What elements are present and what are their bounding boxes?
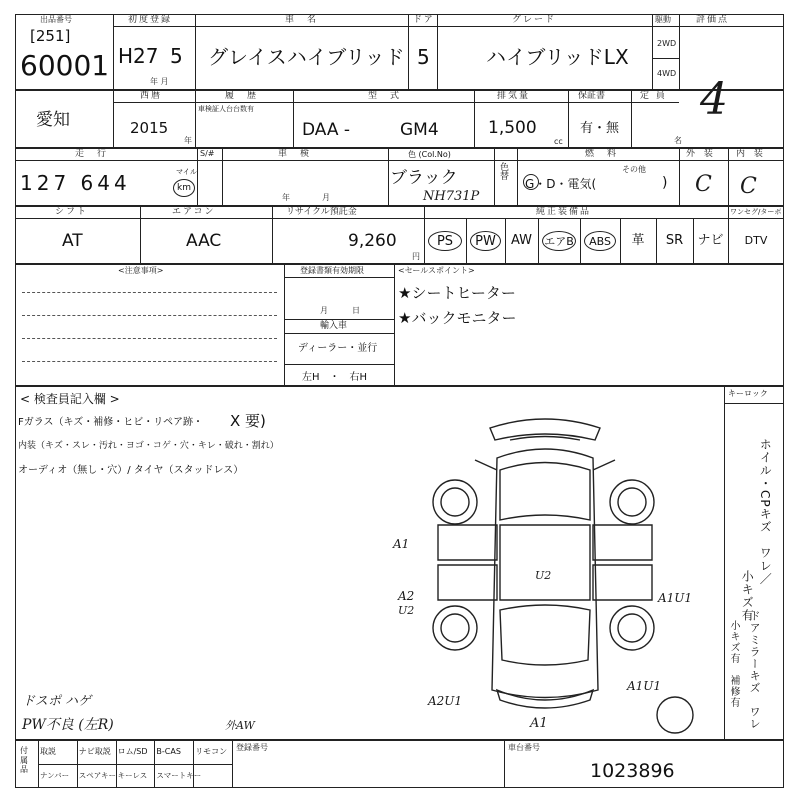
year-unit: 年 bbox=[184, 136, 192, 145]
grade-label: グレード bbox=[512, 15, 557, 25]
drive-4wd: 4WD bbox=[657, 69, 677, 78]
accessory-item: ナビ取説 bbox=[78, 747, 111, 756]
accessory-item: ロム/SD bbox=[117, 747, 148, 756]
exterior-label: 外 装 bbox=[686, 149, 716, 159]
keylock-label: キーロック bbox=[728, 389, 768, 398]
recycle-label: リサイクル預託金 bbox=[286, 207, 357, 217]
year-label: 西暦 bbox=[140, 91, 163, 101]
car-name-label: 車 名 bbox=[285, 15, 319, 25]
exterior: C bbox=[695, 172, 712, 197]
mark-u2-center: U2 bbox=[535, 569, 552, 582]
fuel-close: ) bbox=[662, 175, 668, 191]
sales-point-2: ★バックモニター bbox=[398, 309, 517, 327]
shaken-label: 車 検 bbox=[278, 149, 312, 159]
glass-line: Fガラス（キズ・補修・ヒビ・リペア跡・ bbox=[18, 417, 204, 428]
equipment-item: ABS bbox=[584, 231, 616, 251]
year: 2015 bbox=[130, 119, 169, 137]
deadline-label: 登録書類有効期限 bbox=[300, 266, 364, 275]
mileage: 127 644 bbox=[20, 171, 131, 195]
chassis-label: 車台番号 bbox=[508, 743, 540, 752]
displacement-label: 排気量 bbox=[497, 91, 531, 101]
first-reg-month: 5 bbox=[170, 44, 183, 68]
import-options: ディーラー・並行 bbox=[298, 343, 378, 354]
mark-u2-left: U2 bbox=[398, 604, 415, 617]
sales-point-1: ★シートヒーター bbox=[398, 284, 516, 302]
doors: 5 bbox=[417, 45, 430, 69]
grade: ハイブリッドLX bbox=[486, 45, 629, 69]
deadline-unit: 月 日 bbox=[320, 306, 360, 315]
model-prefix: DAA - bbox=[302, 120, 351, 140]
equipment-item: DTV bbox=[744, 234, 768, 247]
accessory-item: B-CAS bbox=[156, 747, 181, 756]
shift-label: シフト bbox=[55, 207, 89, 217]
first-reg-label: 初度登録 bbox=[128, 15, 173, 25]
mark-a1-top: A1 bbox=[393, 537, 410, 551]
import-label: 輸入車 bbox=[320, 321, 348, 331]
fuel-label: 燃 料 bbox=[585, 149, 619, 159]
side-text-3: ドアミラーキズ ワレ bbox=[748, 610, 762, 730]
mark-a2u1: A2U1 bbox=[428, 694, 463, 708]
interior-line: 内装（キズ・スレ・汚れ・ヨゴ・コゲ・穴・キレ・破れ・割れ） bbox=[18, 441, 279, 451]
hand-note-1: ドスポ ハゲ bbox=[22, 694, 92, 709]
accessory-item: スマートキー bbox=[156, 771, 202, 780]
shaken-unit: 年 月 bbox=[282, 193, 330, 202]
equipment-item: AW bbox=[510, 233, 533, 248]
equipment-item: PW bbox=[470, 231, 501, 251]
accessory-item: キーレス bbox=[117, 771, 148, 780]
sales-label: <セールスポイント> bbox=[398, 266, 475, 275]
capacity-label: 定 員 bbox=[640, 91, 667, 101]
side-text-4: 小キズ有 補修有 bbox=[728, 620, 739, 708]
fuel-other: その他 bbox=[622, 165, 646, 174]
warranty-label: 保証書 bbox=[578, 91, 606, 101]
lot-number: 60001 bbox=[20, 49, 110, 82]
inspector-section bbox=[15, 386, 784, 740]
hand-note-3: 外AW bbox=[225, 719, 255, 732]
reg-label: 登録番号 bbox=[236, 743, 268, 752]
mark-a1-bottom: A1 bbox=[530, 716, 548, 731]
extra-label: ワンセグ/ターボ bbox=[730, 208, 782, 216]
capacity-unit: 名 bbox=[674, 136, 682, 145]
fuel-gasoline-circle bbox=[523, 174, 539, 190]
color-change: 色 替 bbox=[500, 163, 510, 182]
hand-note-2: PW不良 (左R) bbox=[22, 717, 114, 733]
interior: C bbox=[740, 174, 757, 199]
mark-a2: A2 bbox=[398, 589, 415, 603]
first-reg-value: H27 bbox=[118, 44, 159, 68]
inspector-title: < 検査員記入欄 > bbox=[20, 392, 120, 406]
displacement: 1,500 bbox=[488, 118, 537, 138]
equipment-item: ナビ bbox=[697, 233, 724, 248]
fuel-options: G・D・電気( bbox=[525, 177, 597, 191]
color: ブラック bbox=[390, 168, 458, 188]
first-reg-unit: 年 月 bbox=[150, 77, 169, 86]
footer-side-label: 付属品 bbox=[20, 746, 28, 775]
accessory-item: 取説 bbox=[40, 747, 56, 756]
mark-a1u1-right: A1U1 bbox=[658, 591, 693, 605]
equipment-item: SR bbox=[665, 233, 684, 248]
accessory-item: ナンバー bbox=[40, 771, 70, 780]
s-label: S/# bbox=[200, 149, 215, 158]
ac-label: エアコン bbox=[172, 207, 216, 217]
interior-label: 内 装 bbox=[736, 149, 766, 159]
mileage-alt: マイル bbox=[176, 168, 197, 176]
mileage-unit: km bbox=[177, 183, 191, 193]
score-label: 評価点 bbox=[696, 15, 730, 25]
warranty: 有・無 bbox=[580, 121, 620, 136]
glass-mark: X 要) bbox=[230, 412, 266, 430]
color-code: NH731P bbox=[423, 189, 480, 204]
mark-a1u1-bottom: A1U1 bbox=[627, 679, 662, 693]
history-note: 車検証人台台数有 bbox=[198, 105, 254, 113]
doors-label: ドア bbox=[413, 15, 435, 25]
drive-label: 駆動 bbox=[655, 15, 671, 24]
car-name: グレイスハイブリッド bbox=[208, 45, 405, 69]
recycle: 9,260 bbox=[348, 231, 397, 251]
mileage-label: 走 行 bbox=[75, 149, 109, 159]
model-label: 型 式 bbox=[368, 91, 402, 101]
accessory-item: スペアキー bbox=[78, 771, 116, 780]
displacement-unit: cc bbox=[554, 137, 563, 146]
equipment-item: エアB bbox=[542, 231, 576, 251]
caution-label: <注意事項> bbox=[118, 266, 164, 275]
equipment-label: 純正装備品 bbox=[536, 207, 592, 217]
lot-label: 出品番号 bbox=[40, 15, 72, 24]
shift: AT bbox=[62, 231, 83, 251]
ac: AAC bbox=[186, 231, 222, 251]
model: GM4 bbox=[400, 120, 439, 140]
lot-code: [251] bbox=[30, 27, 71, 45]
recycle-unit: 円 bbox=[412, 252, 420, 261]
score: 4 bbox=[700, 74, 728, 125]
equipment-item: 革 bbox=[631, 233, 645, 248]
color-label: 色 (Col.No) bbox=[408, 150, 451, 159]
equipment-item: PS bbox=[428, 231, 462, 251]
caution-dotted-lines bbox=[22, 292, 277, 362]
handle-options: 左H ・ 右H bbox=[302, 372, 368, 383]
audio-line: オーディオ（無し・穴）/ タイヤ（スタッドレス） bbox=[18, 465, 244, 476]
side-text-2: 小キズ有 bbox=[740, 570, 755, 622]
side-text-1: ホイル・CPキズ ワレ／ bbox=[758, 438, 773, 586]
drive-2wd: 2WD bbox=[657, 39, 677, 48]
chassis-number: 1023896 bbox=[590, 760, 675, 782]
accessory-item: リモコン bbox=[195, 747, 228, 756]
history-label: 履 歴 bbox=[225, 91, 259, 101]
location: 愛知 bbox=[36, 110, 70, 130]
